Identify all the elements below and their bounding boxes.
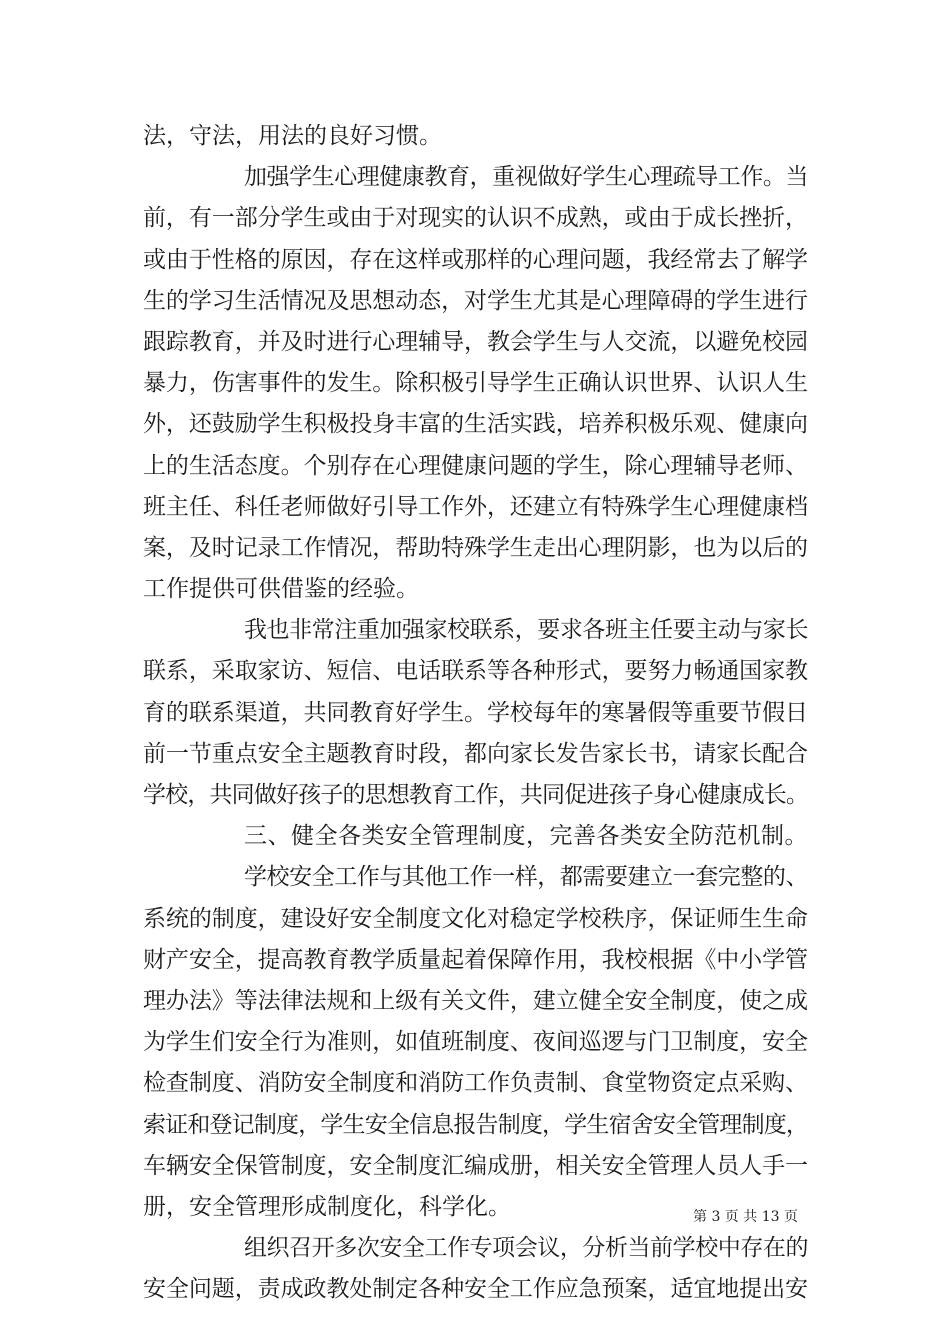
text-line: 索证和登记制度，学生安全信息报告制度，学生宿舍安全管理制度， <box>143 1111 809 1138</box>
text-line: 前一节重点安全主题教育时段，都向家长发告家长书，请家长配合 <box>143 740 808 767</box>
text-line: 跟踪教育，并及时进行心理辅导，教会学生与人交流，以避免校园 <box>143 328 808 355</box>
text-line: 生的学习生活情况及思想动态，对学生尤其是心理障碍的学生进行 <box>143 287 808 314</box>
page-number-footer: 第 3 页 共 13 页 <box>693 1209 798 1225</box>
paragraph-first-line: 组织召开多次安全工作专项会议，分析当前学校中存在的 <box>244 1235 809 1262</box>
text-line: 安全问题，责成政教处制定各种安全工作应急预案，适宜地提出安 <box>143 1276 808 1303</box>
text-line: 暴力，伤害事件的发生。除积极引导学生正确认识世界、认识人生 <box>143 370 808 397</box>
text-line: 检查制度、消防安全制度和消防工作负责制、食堂物资定点采购、 <box>143 1070 808 1097</box>
text-line: 法，守法，用法的良好习惯。 <box>143 123 442 149</box>
paragraph-first-line: 加强学生心理健康教育，重视做好学生心理疏导工作。当 <box>244 164 809 191</box>
text-line: 财产安全，提高教育教学质量起着保障作用，我校根据《中小学管 <box>143 946 808 973</box>
text-line: 学校，共同做好孩子的思想教育工作，共同促进孩子身心健康成长。 <box>143 782 809 808</box>
text-line: 外，还鼓励学生积极投身丰富的生活实践，培养积极乐观、健康向 <box>143 411 808 438</box>
text-line: 册，安全管理形成制度化，科学化。 <box>143 1193 511 1220</box>
text-line: 为学生们安全行为准则，如值班制度、夜间巡逻与门卫制度，安全 <box>143 1029 808 1056</box>
text-line: 上的生活态度。个别存在心理健康问题的学生，除心理辅导老师、 <box>143 452 808 479</box>
body-text <box>143 116 808 1310</box>
text-line: 育的联系渠道，共同教育好学生。学校每年的寒暑假等重要节假日 <box>143 699 808 726</box>
paragraph-first-line: 三、健全各类安全管理制度，完善各类安全防范机制。 <box>244 823 808 850</box>
text-line: 或由于性格的原因，存在这样或那样的心理问题，我经常去了解学 <box>143 246 808 273</box>
text-line: 班主任、科任老师做好引导工作外，还建立有特殊学生心理健康档 <box>143 493 808 520</box>
text-line: 前，有一部分学生或由于对现实的认识不成熟，或由于成长挫折， <box>143 205 808 232</box>
paragraph-first-line: 学校安全工作与其他工作一样，都需要建立一套完整的、 <box>244 864 809 891</box>
text-line: 理办法》等法律法规和上级有关文件，建立健全安全制度，使之成 <box>143 987 808 1014</box>
text-line: 联系，采取家访、短信、电话联系等各种形式，要努力畅通国家教 <box>143 658 808 685</box>
text-line: 车辆安全保管制度，安全制度汇编成册，相关安全管理人员人手一 <box>143 1152 808 1179</box>
text-line: 工作提供可供借鉴的经验。 <box>143 576 419 603</box>
text-line: 系统的制度，建设好安全制度文化对稳定学校秩序，保证师生生命 <box>143 905 808 932</box>
paragraph-first-line: 我也非常注重加强家校联系，要求各班主任要主动与家长 <box>244 617 809 644</box>
text-line: 案，及时记录工作情况，帮助特殊学生走出心理阴影，也为以后的 <box>143 534 808 561</box>
